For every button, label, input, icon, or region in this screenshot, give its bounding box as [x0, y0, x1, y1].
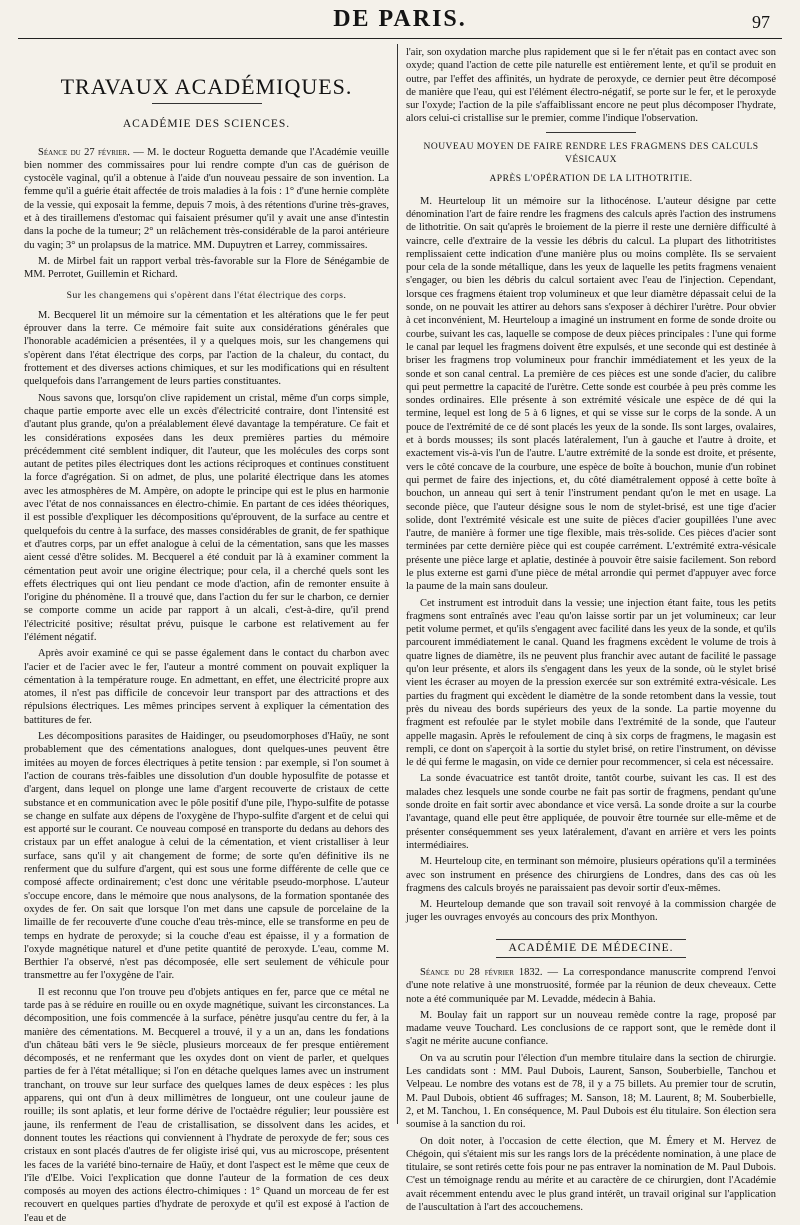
paragraph: M. Heurteloup demande que son travail soit renvoyé à la commission chargée de juger les ouvrages envoyés au concours des prix Monthyon.: [406, 899, 776, 924]
running-head: [0, 0, 800, 40]
main-heading: TRAVAUX ACADÉMIQUES.: [60, 74, 353, 99]
running-title: DE PARIS.: [333, 6, 467, 32]
subheading-lithotritie-2: APRÈS L'OPÉRATION DE LA LITHOTRITIE.: [489, 174, 693, 185]
right-column: [406, 46, 776, 1214]
paragraph: M. de Mirbel fait un rapport verbal très-favorable sur la Flore de Sénégambie de MM. Perrotet, Guillemin et Richard.: [24, 255, 389, 281]
paragraph: [24, 146, 389, 252]
paragraph: [406, 966, 776, 1006]
paragraph: On doit noter, à l'occasion de cette élection, que M. Émery et M. Hervez de Chégoin, qui s'étaient mis sur les rangs lors de la précédente nomination, à une place de titulaire, se sont retirés cette fois pour ne pas entraver la nomination de M. Paul Dubois. C'est un témoignage rendu au mérite et au caractère de ce chirurgien, dont l'Académie avait récemment entendu avec le plus grand intérêt, un travail original sur l'application de l'auscultation à l'art des accouchemens.: [406, 1135, 776, 1214]
paragraph: M. Heurteloup cite, en terminant son mémoire, plusieurs opérations qu'il a terminées avec son instrument en présence des chirurgiens de Londres, dans des cas où les fragmens des calculs broyés ne paraissaient pas devoir sortir d'eux-mêmes.: [406, 856, 776, 894]
section-rule: [546, 132, 636, 133]
paragraph: M. Becquerel lit un mémoire sur la cémentation et les altérations que le fer peut éprouver dans la terre. Ce mémoire fait suite aux considérations générales que l'honorable académicien a présentées, il y a quelques mois, sur les changemens qui s'opèrent dans l'état électrique des corps, par l'action de la chaleur, du contact, du frottement et des diverses actions chimiques, et sur les modifications qui en résultent quelquefois dans l'arrangement de leurs parties constituantes.: [24, 309, 389, 388]
left-column: [24, 46, 389, 1224]
header-rule: [18, 38, 782, 39]
session-lead: Séance du 28 février 1832.: [420, 967, 543, 978]
subheading-lithotritie-1: NOUVEAU MOYEN DE FAIRE RENDRE LES FRAGMENS DES CALCULS VÉSICAUX: [423, 141, 759, 166]
paragraph: M. Boulay fait un rapport sur un nouveau remède contre la rage, proposé par madame veuve Touchard. Les conclusions de ce rapport sont, que le remède dont il s'agit ne mérite aucune confiance.: [406, 1009, 776, 1048]
section-heading-medecine: ACADÉMIE DE MÉDECINE.: [496, 939, 686, 958]
paragraph: Après avoir examiné ce qui se passe également dans le contact du charbon avec l'acier et de l'acier avec le fer, l'auteur a montré comment on pouvait expliquer la cémentation à la température rouge. En admettant, en effet, une électricité propre aux atomes, il n'est pas difficile de concevoir leur transport par des attractions et des répulsions électriques. Les mêmes principes servent à expliquer la cémentation des battitures de fer.: [24, 648, 389, 726]
paragraph: Cet instrument est introduit dans la vessie; une injection étant faite, tous les petits fragmens sont entraînés avec l'eau qu'on laisse sortir par un jet volumineux; car leur petit volume permet, et qu'ils s'engagent avec facilité dans les yeux de la sonde, et qu'ils parcourent immédiatement le canal. Quand les fragmens excèdent le volume de trois à quatre lignes de diamètre, ils ne peuvent plus franchir avec autant de facilité le passage qu'on leur présente, et alors ils s'engagent dans les yeux de la sonde, où le stylet brisé vient les écraser au moyen de la pression exercée sur son extrémité extra-vésicale. Les parties du fragment qui excèdent le diamètre de la sonde retombent dans la vessie, tout près du niveau des bords supérieurs des yeux de la sonde. La partie moyenne du fragment est refoulée par le stylet mobile dans l'extrémité de la sonde, que l'auteur appelle magasin. Après le refoulement de cinq à six corps de fragmens, le magasin est rempli, ce dont on s'aperçoit à la sortie du stylet brisé, on retire l'instrument, on dévisse le dé qui ferme le magasin, on vide ce dernier pour recommencer, si cela est nécessaire.: [406, 597, 776, 769]
paragraph: M. Heurteloup lit un mémoire sur la lithocénose. L'auteur désigne par cette dénomination l'art de faire rendre les fragmens des calculs après l'action des instrumens de lithotritie. On sait qu'après le broiement de la pierre il reste une dernière difficulté à vaincre, celle d'extraire de la vessie les débris du calcul. La plupart des lithotritistes remplissaient cette indication d'une manière plus ou moins complète. Ils se servaient pour cela de la sonde métallique, dans les yeux de laquelle les petits fragmens venaient s'engager, ou bien les débris du calcul sortaient avec l'eau de l'injection. Cependant, lorsque ces fragmens étaient trop volumineux et que leur diamètre dépassait celui de la sonde, on ne pouvait les attirer au dehors sans s'exposer à déchirer l'urètre. Pour obvier à cet inconvénient, M. Heurteloup a imaginé un instrument en forme de sonde droite ou courbe, suivant les cas, laquelle se compose de deux pièces principales : l'une qui forme le canal par lequel les fragmens doivent être expulsés, et une seconde qui est destinée à briser les fragmens trop volumineux pour franchir immédiatement et les yeux de la sonde et son canal central. La première de ces pièces est une sonde d'acier, du calibre qui peut permettre la capacité de l'urètre. Cette sonde est courbée à peu près comme les sondes ordinaires. Elle présente à son extrémité vésicale une espèce de dé qui la termine, lequel est long de 5 à 6 lignes, et qui se visse sur le corps de la sonde. A un pouce de l'extrémité de ce dé sont placés les yeux de la sonde. Ils sont larges, ovalaires, et à bords mousses; ils sont placés latéralement, l'un à gauche et l'autre à droite, et exactement vis-à-vis l'un de l'autre. L'autre extrémité de la sonde est droite, et présente, vers le côté concave de la courbure, une espèce de boîte à bouchon, munie d'un robinet qui permet de faire des injections, et, du côté diamétralement opposé à cette boîte à bouchon, un anneau qui sert à tenir l'instrument pendant qu'on le met en usage. La seconde pièce, que l'auteur désigne sous le nom de stylet-brisé, est une tige d'acier solide, dont l'extrémité vésicale est une suite de pièces d'acier goupillées l'une avec l'autre, de manière à former une tige flexible, mais très-solide. Ces pièces d'acier sont terminées par cette dernière pièce qui est coupée carrément. L'extrémité extra-vésicale présente une pièce large et aplatie, destinée à pouvoir être saisie facilement. Son rebord le plus externe est garni d'une pièce de métal arrondie qui permet d'appuyer avec force la paume de la main sans douleur.: [406, 195, 776, 593]
heading-rule: [152, 103, 262, 104]
paragraph: Il est reconnu que l'on trouve peu d'objets antiques en fer, parce que ce métal ne tarde pas à se réduire en rouille ou en oxyde magnétique, suivant les circonstances. La décomposition, une fois commencée à la surface, pénètre jusqu'au centre du fer, à la manière des cémentations. M. Becquerel a trouvé, il y a un an, dans les fondations d'un château bâti vers le 9e siècle, plusieurs morceaux de fer presque entièrement décomposés, et ne renfermant que les oxydes dont on vient de parler, et quelques parties de fer à l'état métallique; si l'on en détache quelques lames avec un instrument tranchant, on trouve sur leur surface des quelques lames de deux espèces : les plus apparens, qui ont d'un à deux millimètres de longueur, ont une couleur jaune de rouille; ils sont aplatis, et leur forme dérive de l'octaèdre régulier; leur poussière est jaune, ils renferment de l'eau de cristallisation, se dissolvent dans les acides, et donnent toutes les réactions qui conviennent à l'hydrate de peroxyde de fer; sous ces cristaux en sont placés d'autres de fer oligiste irisé qui, vus au microscope, présentent les faces de la variété bino-ternaire de Haüy, et dont l'aspect est le même que ceux de l'île d'Elbe. Voici l'explication que donne l'auteur de la formation de ces deux composés au moyen des actions électro-chimiques : 1° Quand un morceau de fer est recouvert en quelques parties d'hydrate de peroxyde et qu'il est exposé à l'action de l'eau et de: [24, 986, 389, 1224]
paragraph: La sonde évacuatrice est tantôt droite, tantôt courbe, suivant les cas. Il est des malades chez lesquels une sonde courbe ne fait pas sortir de fragmens, pendant qu'une sonde droite en fait sortir avec abondance et vice versâ. La sonde droite a sur la courbe l'avantage, quand elle peut être appliquée, de pouvoir être tournée sur elle-même et de présenter conséquemment ses yeux latéralement, d'avant en arrière et vers les points intermédiaires.: [406, 773, 776, 851]
column-divider: [397, 44, 398, 1124]
section-heading-sciences: ACADÉMIE DES SCIENCES.: [122, 118, 291, 131]
paragraph: Les décompositions parasites de Haidinger, ou pseudomorphoses d'Haüy, ne sont probablement que des cémentations analogues, dont quelques-unes peuvent être imitées au moyen de forces électriques à petite tension : par exemple, si l'on soumet à l'action de courans très-faibles une dissolution d'un double hyposulfite de potasse et d'argent, dans lequel on plonge une lame d'argent recouverte de cristaux de cette substance et en communication avec le pôle positif d'une pile, l'hypo-sulfite de potasse se change en sulfate aux dépens de l'oxygène de l'hypo-sulfite d'argent et de celui qui est apporté sur le courant. Ce nouveau composé en transporte du dedans au dehors des cristaux par un effet analogue à celui de la cémentation, et vient cristalliser à leur surface, sans qu'il y ait changement de forme; de sorte qu'en définitive ils ne renferment que du sulfure d'argent, qui est sous une forme différente de celle que ce composé affecte ordinairement; c'est donc une véritable pseudo-morphose. L'auteur s'occupe encore, dans le mémoire que nous analysons, de la formation spontanée des oxydes de fer. On sait que lorsque l'on met dans une capsule de porcelaine de la limaille de fer recouverte d'une couche d'eau très-mince, elle se transforme en peu de temps en hydrate de peroxyde; si la couche d'eau est épaisse, il y a formation de l'oxyde magnétique naturel et d'une petite quantité de peroxyde. L'eau, comme M. Berthier l'a observé, n'est pas décomposée, elle sert seulement de véhicule pour transmettre au fer l'oxygène de l'air.: [24, 731, 389, 982]
paragraph: Nous savons que, lorsqu'on clive rapidement un cristal, même d'un corps simple, chaque partie emporte avec elle un excès d'électricité contraire, dont l'intensité est d'autant plus grande, qu'on a préalablement élevé davantage la température. Ce fait et les considérations exposées dans les deux premières parties du mémoire précédemment cité semblent indiquer, dit l'auteur, que les molécules des corps sont autant de petites piles électriques dont les actions réciproques et continues constituent la force d'agrégation. Si on admet, de plus, une polarité électrique dans les atomes avec les atmosphères de M. Ampère, on adopte le principe qui est le plus en harmonie avec l'état de nos connaissances en électro-chimie. En partant de ces idées théoriques, il est possible d'expliquer les décompositions qu'éprouvent, de la surface au centre et quelquefois du centre à la surface, des masses considérables de granit, de fer spathique et d'autres corps, par un effet analogue à celui de la cémentation, sans que les masses aient cessé d'être solides. M. Becquerel a été conduit par là à examiner comment la cémentation peut avoir une origine électrique; pour cela, il a cherché quels sont les effets électriques qui ont lieu pendant ce mode d'action, afin de remonter ensuite à l'origine du phénomène. Il a trouvé que, dans l'action du fer sur le charbon, ce dernier se comporte comme un acide par rapport à un alcali, c'est-à-dire, qu'il prend l'électricité positive; résultat prévu, puisque le carbone est relativement au fer l'élément négatif.: [24, 392, 389, 643]
paragraph-text: — M. le docteur Roguetta demande que l'Académie veuille bien nommer des commissaires pour lui rendre compte d'un cas de guérison de cystocèle vaginal, qu'il a obtenue à l'aide d'un nouveau pessaire de son invention. La femme qu'il a guérie était affectée de trois maladies à la fois : 1° d'une hernie complète de la vessie, qui exposait la femme, depuis 7 mois, à des rétentions d'urine très-graves, et à des tiraillemens d'estomac qui faisaient présumer qu'il y avait une anse d'intestin dans la poche de la tumeur; 2° un relâchement très-considérable de la paroi antérieure du vagin; 3° un prolapsus de la matrice. MM. Dupuytren et Larrey, commissaires.: [24, 146, 389, 251]
paragraph-text: — La correspondance manuscrite comprend l'envoi d'une note relative à une monstruosité, formée par la réunion de deux cheveaux. Cette note a été communiquée par M. Levadde, médecin à Bahia.: [406, 967, 776, 1005]
page-number: 97: [752, 12, 770, 32]
session-lead: Séance du 27 février.: [38, 146, 130, 158]
paragraph: On va au scrutin pour l'élection d'un membre titulaire dans la section de chirurgie. Les candidats sont : MM. Paul Dubois, Laurent, Sanson, Souberbielle, Tanchou et Velpeau. Le nombre des votans est de 78, il y a 75 billets. Au premier tour de scrutin, M. Paul Dubois, obtient 46 suffrages; M. Sanson, 18; M. Laurent, 8; M. Souberbielle, 2, et M. Tanchou, 1. En conséquence, M. Paul Dubois est élu titulaire. Son élection sera soumise à la sanction du roi.: [406, 1052, 776, 1131]
subheading-electrique: Sur les changemens qui s'opèrent dans l'état électrique des corps.: [66, 290, 347, 301]
paragraph: l'air, son oxydation marche plus rapidement que si le fer n'était pas en contact avec son oxyde; quand l'action de cette pile naturelle est entièrement lente, et qu'il se produit en outre, par l'effet des affinités, un hydrate de peroxyde, ce dernier peut être décomposé de manière que l'eau, qui est l'élément électro-négatif, se porte sur le fer, et le peroxyde sur l'oxyde; l'action de la pile s'affaiblissant encore ne peut plus décomposer l'hydrate, alors celui-ci cristallise sur le premier, comme l'indique l'observation.: [406, 47, 776, 125]
